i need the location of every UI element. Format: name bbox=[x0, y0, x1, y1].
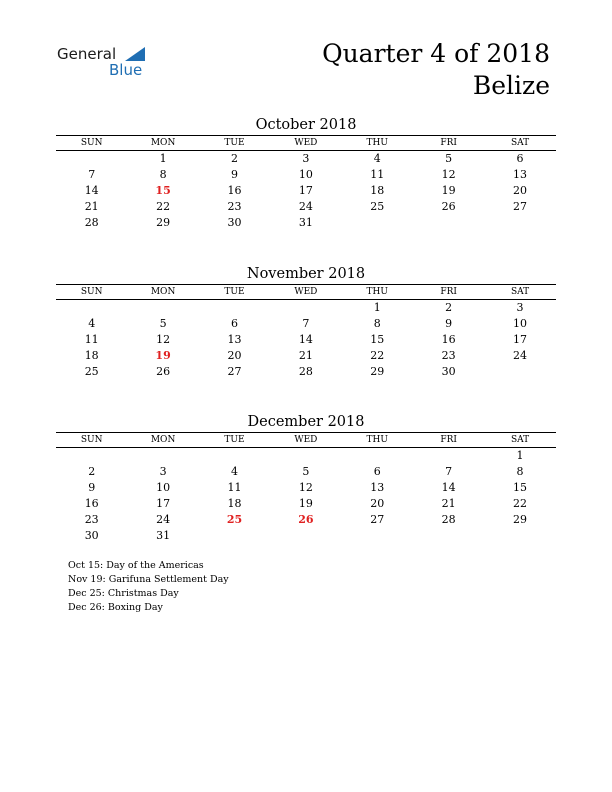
day-cell: 8 bbox=[159, 168, 167, 181]
logo-blue-text: Blue bbox=[109, 61, 143, 79]
day-cell: 18 bbox=[227, 497, 242, 510]
day-cell: 5 bbox=[302, 465, 310, 478]
weekday-label: FRI bbox=[440, 435, 457, 445]
day-cell: 20 bbox=[513, 184, 528, 197]
day-cell: 7 bbox=[445, 465, 453, 478]
day-cell: 7 bbox=[302, 317, 310, 330]
day-cell: 26 bbox=[156, 365, 171, 378]
day-cell: 30 bbox=[84, 529, 99, 542]
holiday-note: Dec 26: Boxing Day bbox=[68, 602, 163, 613]
weekday-label: FRI bbox=[440, 287, 457, 297]
day-cell: 16 bbox=[84, 497, 99, 510]
day-cell: 11 bbox=[227, 481, 242, 494]
week-row bbox=[56, 448, 556, 464]
day-cell: 18 bbox=[370, 184, 385, 197]
day-cell: 21 bbox=[441, 497, 456, 510]
day-cell: 30 bbox=[227, 216, 242, 229]
week-row bbox=[56, 364, 556, 380]
week-row bbox=[56, 348, 556, 364]
logo-general-text: General bbox=[57, 45, 117, 63]
day-cell: 1 bbox=[373, 301, 381, 314]
weekday-label: SAT bbox=[510, 287, 530, 297]
day-cell: 3 bbox=[159, 465, 167, 478]
week-row bbox=[56, 151, 556, 167]
day-cell: 22 bbox=[513, 497, 528, 510]
day-cell: 10 bbox=[513, 317, 528, 330]
day-cell: 28 bbox=[441, 513, 456, 526]
weekday-label: SUN bbox=[80, 435, 103, 445]
holiday-note: Oct 15: Day of the Americas bbox=[68, 560, 204, 571]
day-cell: 8 bbox=[516, 465, 524, 478]
day-cell: 17 bbox=[513, 333, 528, 346]
day-cell: 18 bbox=[84, 349, 99, 362]
day-cell: 14 bbox=[84, 184, 99, 197]
day-cell: 9 bbox=[88, 481, 96, 494]
empty-day-cell bbox=[199, 528, 270, 544]
day-cell: 1 bbox=[159, 152, 167, 165]
holiday-note: Dec 25: Christmas Day bbox=[68, 588, 179, 599]
day-cell: 16 bbox=[441, 333, 456, 346]
weekday-label: TUE bbox=[224, 287, 245, 297]
day-cell: 30 bbox=[441, 365, 456, 378]
day-cell: 16 bbox=[227, 184, 242, 197]
empty-day-cell bbox=[413, 528, 484, 544]
weekday-label: THU bbox=[366, 287, 388, 297]
empty-day-cell bbox=[56, 300, 127, 316]
day-cell: 26 bbox=[441, 200, 456, 213]
weekday-label: TUE bbox=[224, 435, 245, 445]
day-cell: 14 bbox=[298, 333, 313, 346]
empty-day-cell bbox=[342, 528, 413, 544]
empty-day-cell bbox=[127, 448, 198, 464]
day-cell: 29 bbox=[370, 365, 385, 378]
weekday-label: WED bbox=[294, 138, 318, 148]
day-cell: 31 bbox=[156, 529, 171, 542]
empty-day-cell bbox=[270, 448, 341, 464]
day-cell: 4 bbox=[230, 465, 238, 478]
day-cell: 11 bbox=[84, 333, 99, 346]
generalblue-logo bbox=[57, 45, 157, 81]
day-cell: 8 bbox=[373, 317, 381, 330]
empty-day-cell bbox=[342, 215, 413, 231]
day-cell: 24 bbox=[298, 200, 313, 213]
empty-day-cell bbox=[413, 215, 484, 231]
day-cell: 14 bbox=[441, 481, 456, 494]
week-row bbox=[56, 464, 556, 480]
weekday-header bbox=[56, 432, 556, 448]
logo-triangle-icon bbox=[125, 47, 145, 61]
day-cell: 23 bbox=[84, 513, 99, 526]
weekday-label: MON bbox=[150, 138, 176, 148]
day-cell: 2 bbox=[230, 152, 238, 165]
day-cell: 29 bbox=[513, 513, 528, 526]
day-cell: 26 bbox=[298, 513, 314, 526]
day-cell: 2 bbox=[445, 301, 453, 314]
day-cell: 17 bbox=[298, 184, 313, 197]
weekday-label: THU bbox=[366, 435, 388, 445]
weekday-label: SUN bbox=[80, 138, 103, 148]
empty-day-cell bbox=[199, 300, 270, 316]
empty-day-cell bbox=[56, 151, 127, 167]
empty-day-cell bbox=[270, 528, 341, 544]
day-cell: 25 bbox=[370, 200, 385, 213]
day-cell: 20 bbox=[227, 349, 242, 362]
day-cell: 4 bbox=[373, 152, 381, 165]
day-cell: 27 bbox=[370, 513, 385, 526]
day-cell: 23 bbox=[227, 200, 242, 213]
week-row bbox=[56, 528, 556, 544]
country-name: Belize bbox=[472, 71, 550, 100]
weekday-label: MON bbox=[150, 287, 176, 297]
day-cell: 4 bbox=[88, 317, 96, 330]
day-cell: 10 bbox=[298, 168, 313, 181]
day-cell: 1 bbox=[516, 449, 524, 462]
day-cell: 19 bbox=[298, 497, 313, 510]
empty-day-cell bbox=[270, 300, 341, 316]
day-cell: 21 bbox=[84, 200, 99, 213]
page-title: Quarter 4 of 2018 bbox=[322, 39, 550, 68]
day-cell: 22 bbox=[370, 349, 385, 362]
day-cell: 17 bbox=[156, 497, 171, 510]
empty-day-cell bbox=[484, 364, 555, 380]
day-cell: 15 bbox=[155, 184, 171, 197]
week-row bbox=[56, 512, 556, 528]
day-cell: 21 bbox=[298, 349, 313, 362]
day-cell: 31 bbox=[298, 216, 313, 229]
weekday-header bbox=[56, 135, 556, 151]
day-cell: 13 bbox=[227, 333, 242, 346]
week-row bbox=[56, 496, 556, 512]
empty-day-cell bbox=[484, 215, 555, 231]
weekday-label: SAT bbox=[510, 138, 530, 148]
day-cell: 13 bbox=[513, 168, 528, 181]
day-cell: 12 bbox=[441, 168, 456, 181]
weekday-label: WED bbox=[294, 435, 318, 445]
day-cell: 6 bbox=[230, 317, 238, 330]
weekday-label: FRI bbox=[440, 138, 457, 148]
day-cell: 9 bbox=[230, 168, 238, 181]
day-cell: 13 bbox=[370, 481, 385, 494]
weekday-label: SUN bbox=[80, 287, 103, 297]
week-row bbox=[56, 167, 556, 183]
day-cell: 12 bbox=[298, 481, 313, 494]
day-cell: 19 bbox=[441, 184, 456, 197]
day-cell: 11 bbox=[370, 168, 385, 181]
empty-day-cell bbox=[199, 448, 270, 464]
day-cell: 23 bbox=[441, 349, 456, 362]
month-calendar bbox=[56, 116, 556, 231]
day-cell: 9 bbox=[445, 317, 453, 330]
day-cell: 29 bbox=[156, 216, 171, 229]
day-cell: 10 bbox=[156, 481, 171, 494]
day-cell: 28 bbox=[298, 365, 313, 378]
weekday-label: MON bbox=[150, 435, 176, 445]
week-row bbox=[56, 199, 556, 215]
day-cell: 3 bbox=[516, 301, 524, 314]
week-row bbox=[56, 300, 556, 316]
empty-day-cell bbox=[56, 448, 127, 464]
week-row bbox=[56, 183, 556, 199]
empty-day-cell bbox=[484, 528, 555, 544]
day-cell: 24 bbox=[156, 513, 171, 526]
month-calendar bbox=[56, 265, 556, 380]
weekday-label: SAT bbox=[510, 435, 530, 445]
day-cell: 25 bbox=[226, 513, 243, 526]
day-cell: 6 bbox=[516, 152, 524, 165]
weekday-header bbox=[56, 284, 556, 300]
day-cell: 25 bbox=[84, 365, 99, 378]
empty-day-cell bbox=[342, 448, 413, 464]
week-row bbox=[56, 215, 556, 231]
weekday-label: TUE bbox=[224, 138, 245, 148]
day-cell: 27 bbox=[513, 200, 528, 213]
day-cell: 5 bbox=[159, 317, 167, 330]
empty-day-cell bbox=[127, 300, 198, 316]
day-cell: 3 bbox=[302, 152, 310, 165]
holiday-note: Nov 19: Garifuna Settlement Day bbox=[68, 574, 229, 585]
day-cell: 5 bbox=[445, 152, 453, 165]
day-cell: 27 bbox=[227, 365, 242, 378]
day-cell: 22 bbox=[156, 200, 171, 213]
holiday-notes bbox=[68, 559, 229, 615]
week-row bbox=[56, 480, 556, 496]
day-cell: 7 bbox=[88, 168, 96, 181]
weekday-label: THU bbox=[366, 138, 388, 148]
day-cell: 19 bbox=[155, 349, 171, 362]
month-title: December 2018 bbox=[247, 414, 365, 430]
weekday-label: WED bbox=[294, 287, 318, 297]
day-cell: 20 bbox=[370, 497, 385, 510]
month-title: November 2018 bbox=[246, 266, 366, 282]
day-cell: 6 bbox=[373, 465, 381, 478]
day-cell: 2 bbox=[88, 465, 96, 478]
day-cell: 12 bbox=[156, 333, 171, 346]
empty-day-cell bbox=[413, 448, 484, 464]
week-row bbox=[56, 332, 556, 348]
day-cell: 15 bbox=[370, 333, 385, 346]
month-calendar bbox=[56, 413, 556, 544]
month-title: October 2018 bbox=[255, 117, 357, 133]
day-cell: 15 bbox=[513, 481, 528, 494]
week-row bbox=[56, 316, 556, 332]
day-cell: 24 bbox=[513, 349, 528, 362]
day-cell: 28 bbox=[84, 216, 99, 229]
